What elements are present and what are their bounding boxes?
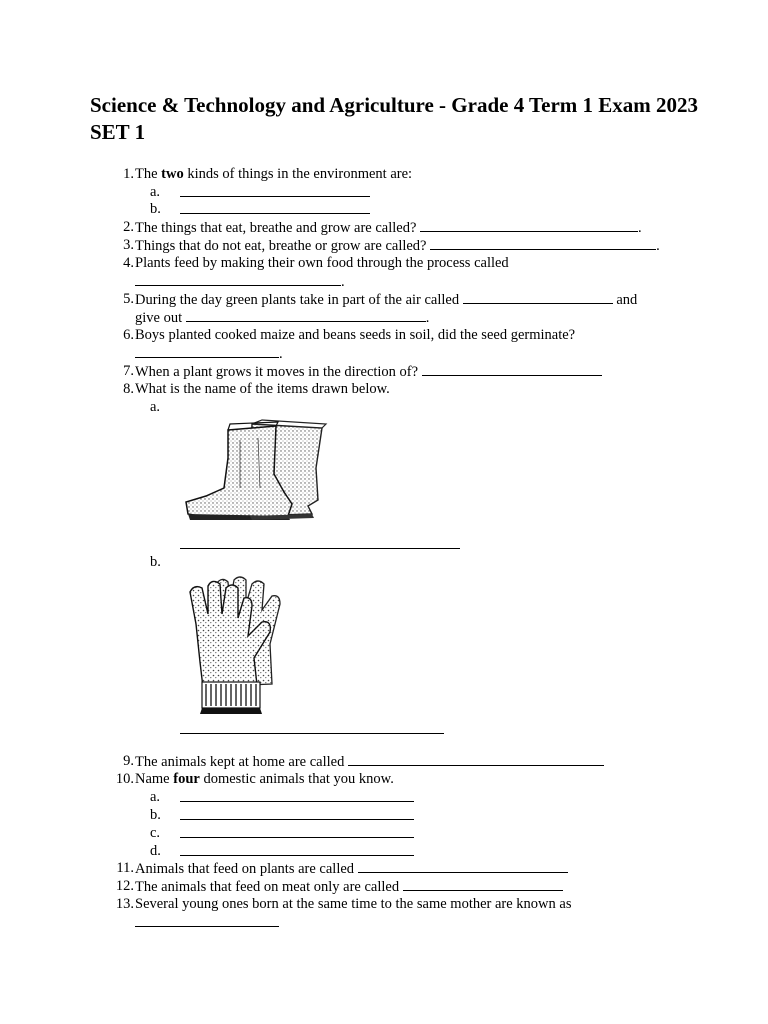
answer-blank[interactable] bbox=[135, 913, 279, 927]
answer-blank[interactable] bbox=[180, 788, 414, 802]
boots-drawing bbox=[180, 418, 330, 528]
answer-blank[interactable] bbox=[463, 290, 613, 304]
answer-blank[interactable] bbox=[358, 859, 568, 873]
answer-blank[interactable] bbox=[430, 236, 656, 250]
answer-blank[interactable] bbox=[180, 842, 414, 856]
answer-blank[interactable] bbox=[403, 877, 563, 891]
page-title: Science & Technology and Agriculture - Grade 4 Term 1 Exam 2023 SET 1 bbox=[90, 93, 699, 144]
question-number: 1. bbox=[123, 166, 134, 182]
answer-blank[interactable] bbox=[180, 824, 414, 838]
answer-blank[interactable] bbox=[186, 308, 426, 322]
answer-blank-8b[interactable] bbox=[180, 733, 444, 734]
answer-blank[interactable] bbox=[135, 272, 341, 286]
answer-blank[interactable] bbox=[422, 362, 602, 376]
gloves-drawing bbox=[182, 574, 302, 716]
answer-blank[interactable] bbox=[180, 183, 370, 197]
question-text: The two kinds of things in the environment are: bbox=[135, 166, 413, 182]
answer-blank[interactable] bbox=[180, 200, 370, 214]
answer-blank[interactable] bbox=[135, 344, 279, 358]
answer-blank[interactable] bbox=[180, 806, 414, 820]
answer-blank[interactable] bbox=[420, 218, 638, 232]
answer-blank-8a[interactable] bbox=[180, 548, 460, 549]
answer-blank[interactable] bbox=[348, 752, 604, 766]
